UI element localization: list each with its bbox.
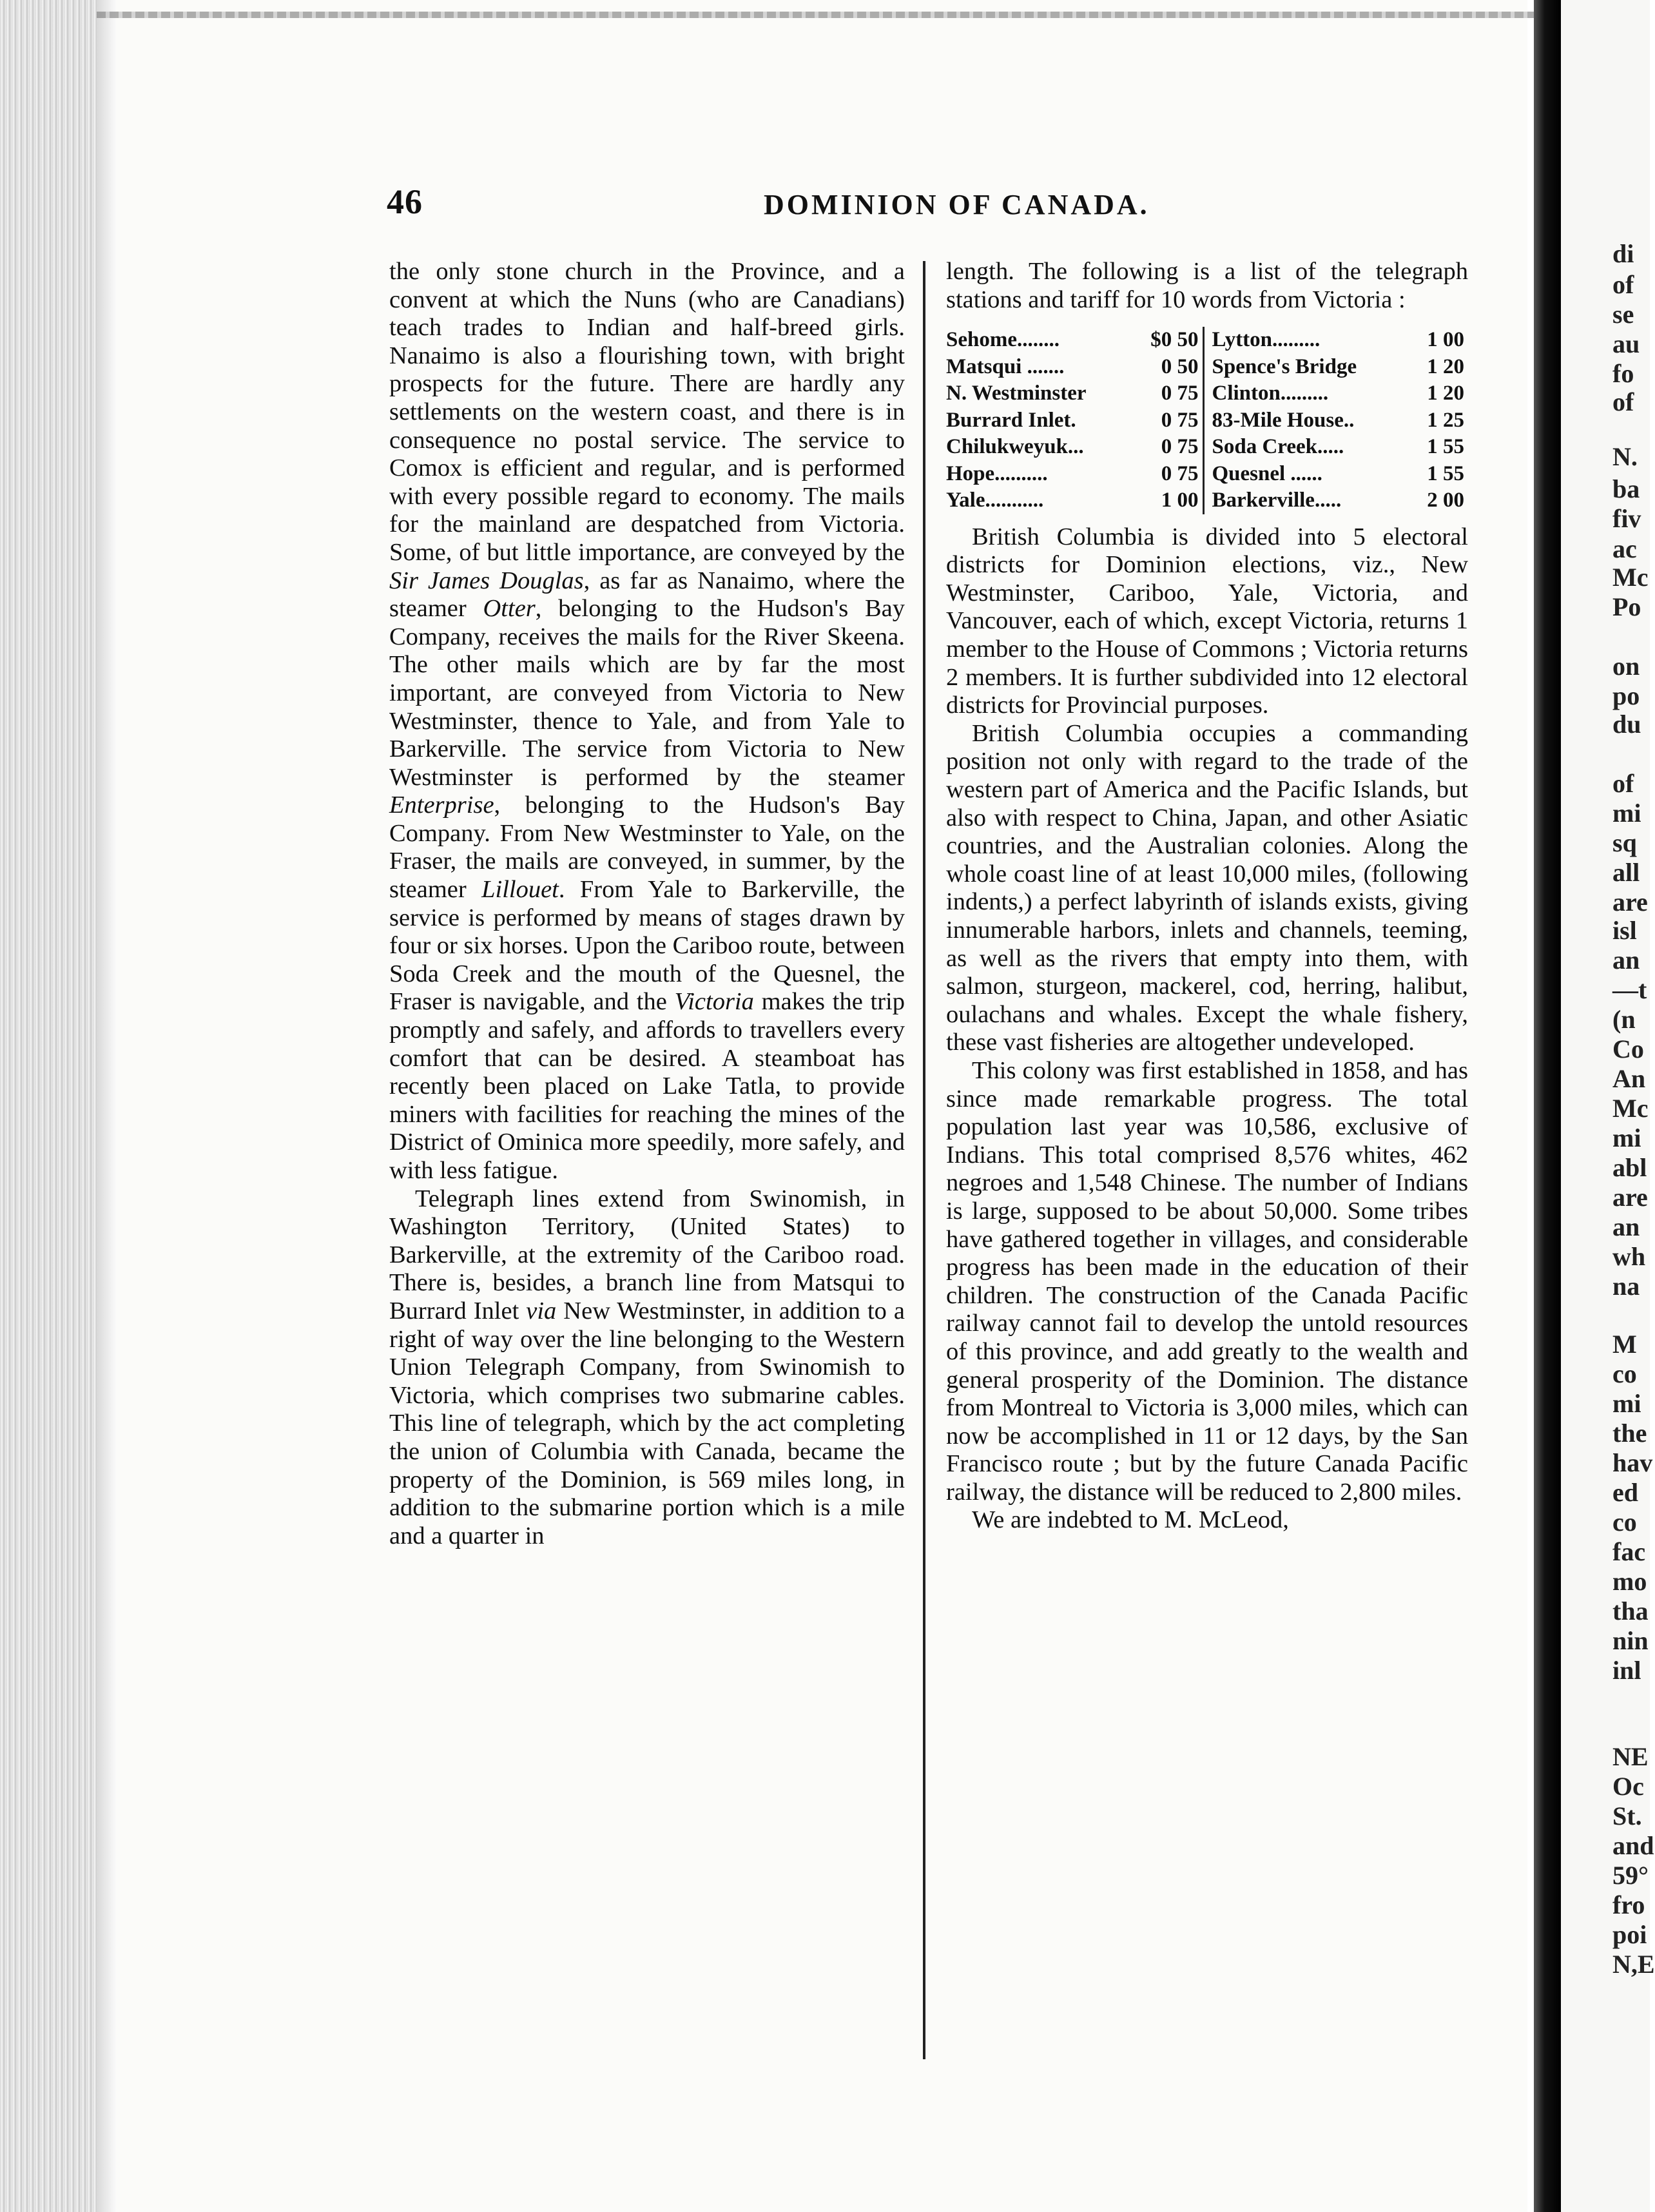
next-page-text: N,E: [1612, 1950, 1655, 1979]
next-page-text: Oc: [1612, 1772, 1644, 1801]
tariff-column-left: [946, 327, 1203, 514]
next-page-text: co: [1612, 1359, 1637, 1388]
station-rate: 0 75: [1161, 461, 1199, 485]
station-name: Hope..........: [946, 461, 1048, 485]
next-page-text: an: [1612, 1212, 1640, 1241]
next-page-text: fro: [1612, 1890, 1645, 1919]
tariff-row: [1212, 434, 1469, 461]
paragraph: British Columbia occupies a commanding position not only with regard to the trade of the western part of America and the Pacific Islands, but also with respect to China, Japan, and other Asiatic countries, and the Australian colonies. Along the whole coast line of at least 10,000 miles, (following indents,) a perfect labyrinth of islands exists, giving innumerable harbors, inlets and channels, teeming, as well as the rivers that empty into them, with salmon, sturgeon, mackerel, cod, herring, halibut, oulachans and whales. Except the whale fishery, these vast fisheries are altogether undeveloped.: [946, 719, 1468, 1056]
next-page-text: of: [1612, 387, 1634, 416]
next-page-text: Mc: [1612, 563, 1649, 592]
paragraph: British Columbia is divided into 5 electoral districts for Dominion elections, viz., New Westminster, Cariboo, Yale, Victoria, and Vancouver, each of which, except Victoria, returns 1 member to the House of Commons ; Victoria returns 2 members. It is further subdivided into 12 electoral districts for Provincial purposes.: [946, 523, 1468, 719]
next-page-text: M: [1612, 1330, 1637, 1359]
station-rate: 0 75: [1161, 435, 1199, 459]
tariff-row: [946, 461, 1203, 488]
next-page-text: inl: [1612, 1656, 1641, 1685]
next-page-text: tha: [1612, 1596, 1649, 1625]
next-page-text: on: [1612, 652, 1640, 681]
next-page-text: and: [1612, 1831, 1654, 1860]
next-page-text: of: [1612, 270, 1634, 299]
tariff-row: [1212, 327, 1469, 354]
next-page-text: fo: [1612, 359, 1634, 388]
tariff-row: [1212, 487, 1469, 514]
next-page-text: di: [1612, 239, 1634, 268]
next-page-text: mi: [1612, 799, 1641, 828]
station-name: Yale...........: [946, 489, 1044, 512]
next-page-text: are: [1612, 1183, 1648, 1212]
next-page-text: ed: [1612, 1478, 1638, 1507]
right-paragraphs: [946, 523, 1468, 1535]
station-name: Chilukweyuk...: [946, 435, 1084, 459]
column-divider: [923, 261, 925, 2059]
station-rate: 1 55: [1427, 461, 1464, 485]
next-page-text: mi: [1612, 1389, 1641, 1418]
station-rate: 1 20: [1427, 354, 1464, 378]
tariff-intro: length. The following is a list of the telegraph stations and tariff for 10 words from Victoria :: [946, 258, 1468, 313]
station-name: Barkerville.....: [1212, 489, 1342, 512]
tariff-row: [1212, 354, 1469, 381]
next-page-text: po: [1612, 681, 1640, 710]
station-name: Lytton.........: [1212, 328, 1321, 352]
station-rate: 2 00: [1427, 489, 1464, 512]
next-page-text: nin: [1612, 1626, 1649, 1655]
next-page-text: NE: [1612, 1742, 1649, 1771]
paragraph: This colony was first established in 1858, and has since made remarkable progress. The total population last year was 10,586, exclusive of Indians. This total comprised 8,576 whites, 462 negroes and 1,548 Chinese. The number of Indians is large, supposed to be about 50,000. Some tribes have gathered together in villages, and considerable progress has been made in the education of their children. The construction of the Canada Pacific railway cannot fail to develop the untold resources of this province, and add greatly to the wealth and general prosperity of the Dominion. The distance from Montreal to Victoria is 3,000 miles, which can now be accomplished in 11 or 12 days, by the San Francisco route ; but by the future Canada Pacific railway, the distance will be reduced to 2,800 miles.: [946, 1056, 1468, 1506]
station-name: Burrard Inlet.: [946, 408, 1076, 432]
station-rate: 0 75: [1161, 408, 1199, 432]
top-edge-rule: [97, 12, 1534, 18]
tariff-row: [946, 434, 1203, 461]
station-name: Clinton.........: [1212, 382, 1329, 405]
station-rate: 0 50: [1161, 354, 1199, 378]
next-page-text: du: [1612, 710, 1641, 739]
tariff-row: [946, 487, 1203, 514]
station-rate: 1 00: [1427, 328, 1464, 352]
next-page-text: poi: [1612, 1920, 1647, 1949]
station-name: N. Westminster: [946, 382, 1087, 405]
tariff-row: [1212, 380, 1469, 407]
telegraph-tariff-table: [946, 327, 1468, 514]
next-page-fragment: [1561, 0, 1655, 2212]
right-column: [946, 258, 1468, 1535]
tariff-row: [946, 327, 1203, 354]
station-rate: 1 00: [1161, 489, 1199, 512]
next-page-text: (n: [1612, 1005, 1636, 1034]
next-page-text: wh: [1612, 1242, 1646, 1271]
next-page-text: —t: [1612, 975, 1647, 1004]
station-rate: 1 55: [1427, 435, 1464, 459]
paragraph: Telegraph lines extend from Swinomish, in Washington Territory, (United States) to Barkerville, at the extremity of the Cariboo road. There is, besides, a branch line from Matsqui to Burrard Inlet via New Westminster, in addition to a right of way over the line belonging to the Western Union Telegraph Company, from Swinomish to Victoria, which comprises two submarine cables. This line of telegraph, which by the act completing the union of Columbia with Canada, became the property of the Dominion, is 569 miles long, in addition to the submarine portion which is a mile and a quarter in: [389, 1185, 905, 1549]
running-head: DOMINION OF CANADA.: [764, 189, 1150, 220]
next-page-text: are: [1612, 888, 1648, 917]
tariff-row: [946, 354, 1203, 381]
next-page-text: sq: [1612, 828, 1637, 857]
page-stack-edge: [0, 0, 97, 2212]
next-page-text: mo: [1612, 1567, 1647, 1596]
next-page-text: ba: [1612, 474, 1640, 503]
next-page-text: of: [1612, 769, 1634, 798]
next-page-text: all: [1612, 858, 1640, 887]
station-rate: $0 50: [1150, 328, 1199, 352]
station-rate: 1 25: [1427, 408, 1464, 432]
page-shadow: [97, 0, 116, 2212]
book-gutter: [1534, 0, 1561, 2212]
next-page-text: fiv: [1612, 504, 1641, 533]
next-page-text: na: [1612, 1272, 1640, 1301]
next-page-text: se: [1612, 300, 1634, 329]
station-rate: 0 75: [1161, 382, 1199, 405]
next-page-text: N.: [1612, 442, 1638, 471]
next-page-text: ac: [1612, 534, 1637, 563]
next-page-text: abl: [1612, 1153, 1647, 1182]
next-page-text: An: [1612, 1064, 1646, 1093]
next-page-text: fac: [1612, 1537, 1646, 1566]
next-page-text: 59°: [1612, 1861, 1649, 1890]
station-name: Sehome........: [946, 328, 1060, 352]
page-number: 46: [387, 182, 423, 221]
next-page-text: St.: [1612, 1801, 1642, 1830]
next-page-text: hav: [1612, 1448, 1653, 1477]
next-page-text: Po: [1612, 592, 1641, 621]
station-rate: 1 20: [1427, 382, 1464, 405]
tariff-column-right: [1203, 327, 1469, 514]
next-page-text: Co: [1612, 1034, 1644, 1063]
paragraph: the only stone church in the Province, and a convent at which the Nuns (who are Canadians) teach trades to Indian and half-breed girls. Nanaimo is also a flourishing town, with bright prospects for the future. There are hardly any settlements on the western coast, and there is in consequence no postal service. The service to Comox is efficient and regular, and is performed with every possible regard to economy. The mails for the mainland are despatched from Victoria. Some, of but little importance, are conveyed by the Sir James Douglas, as far as Nanaimo, where the steamer Otter, belonging to the Hudson's Bay Company, receives the mails for the River Skeena. The other mails which are by far the most important, are conveyed from Victoria to New Westminster, thence to Yale, and from Yale to Barkerville. The service from Victoria to New Westminster is performed by the steamer Enterprise, belonging to the Hudson's Bay Company. From New Westminster to Yale, on the Fraser, the mails are conveyed, in summer, by the steamer Lillouet. From Yale to Barkerville, the service is performed by means of stages drawn by four or six horses. Upon the Cariboo route, between Soda Creek and the mouth of the Quesnel, the Fraser is navigable, and the Victoria makes the trip promptly and safely, and affords to travellers every comfort that can be desired. A steamboat has recently been placed on Lake Tatla, to provide miners with facilities for reaching the mines of the District of Ominica more speedily, more safely, and with less fatigue.: [389, 258, 905, 1184]
next-page-text: au: [1612, 329, 1640, 358]
station-name: Soda Creek.....: [1212, 435, 1344, 459]
station-name: Matsqui .......: [946, 354, 1065, 378]
next-page-text: an: [1612, 946, 1640, 975]
next-page-text: isl: [1612, 916, 1637, 945]
tariff-row: [1212, 407, 1469, 434]
tariff-row: [946, 380, 1203, 407]
next-page-text: co: [1612, 1508, 1637, 1537]
next-page-text: mi: [1612, 1123, 1641, 1152]
station-name: Quesnel ......: [1212, 461, 1322, 485]
tariff-row: [1212, 461, 1469, 488]
station-name: 83-Mile House..: [1212, 408, 1355, 432]
paragraph: We are indebted to M. McLeod,: [972, 1506, 1289, 1534]
next-page-text: Mc: [1612, 1094, 1649, 1123]
tariff-row: [946, 407, 1203, 434]
left-column: [389, 258, 905, 1550]
next-page-text: the: [1612, 1419, 1647, 1448]
station-name: Spence's Bridge: [1212, 354, 1357, 378]
